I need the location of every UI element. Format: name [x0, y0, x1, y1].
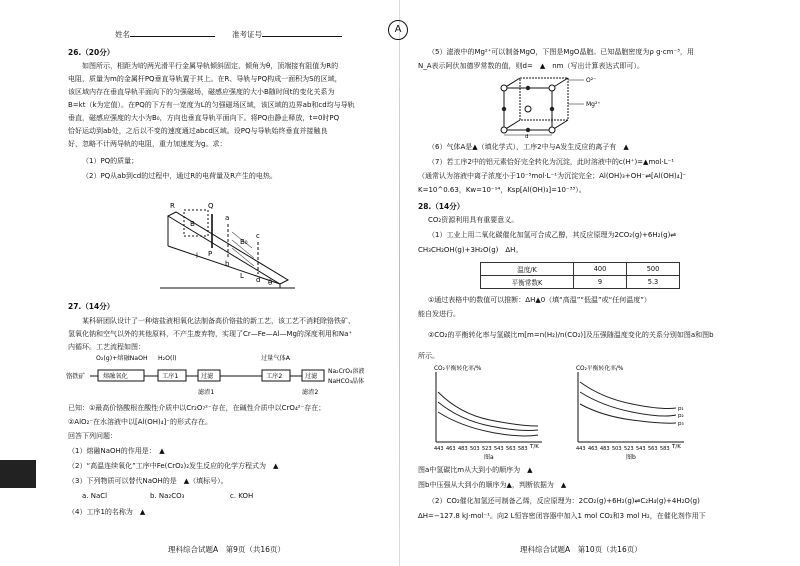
q26-sub: （2）PQ从ab到cd的过程中，通过R的电荷量及R产生的电热。 — [82, 172, 277, 180]
svg-text:443: 443 — [576, 446, 586, 452]
chart-b-ylabel: CO₂平衡转化率/% — [576, 366, 624, 372]
q27-title: 27.（14分） — [68, 302, 115, 311]
q27-q3: （3）下列物质可以替代NaOH的是 — [68, 477, 177, 485]
q28-c: 图a中氢碳比m从大到小的顺序为 ▲ — [418, 466, 533, 474]
chart-a-ylabel: CO₂平衡转化率/% — [434, 366, 482, 372]
chart-b-label-p1: p₁ — [678, 406, 684, 412]
svg-text:503: 503 — [612, 446, 622, 452]
chart-b-xticks — [576, 446, 670, 452]
table-cell: 9 — [574, 276, 627, 289]
answer-blank[interactable]: ▲ — [159, 447, 165, 455]
resistor-region — [184, 210, 208, 236]
flow-out1: Na₂CrO₄溶液 — [328, 368, 365, 375]
svg-text:463: 463 — [446, 446, 456, 452]
flow-step2: 工序1 — [162, 373, 179, 380]
svg-text:483: 483 — [600, 446, 610, 452]
chart-b-xunit: T/K — [672, 444, 681, 450]
rail-top — [168, 212, 288, 284]
flow-residue1: 滤渣1 — [198, 389, 215, 396]
q28-a2: 能自发进行。 — [418, 310, 460, 318]
label-l: l — [196, 252, 198, 260]
answer-blank[interactable]: ▲ — [472, 143, 478, 151]
svg-text:483: 483 — [458, 446, 468, 452]
q27-question — [68, 447, 165, 456]
q27-known: 回答下列问题： — [68, 432, 117, 440]
q5-line: N_A表示阿伏加德罗常数的值，则d= ▲ nm（写出计算表达式即可）。 — [418, 62, 644, 70]
q27-option: c. KOH — [230, 492, 254, 500]
chart-a-curve-m3 — [438, 412, 538, 436]
flow-out2: NaHCO₃晶体 — [328, 378, 364, 385]
label-b0: B₀ — [240, 238, 248, 246]
chart-a-caption: 图a — [484, 454, 494, 461]
chart-a-xunit: T/K — [530, 444, 539, 450]
answer-blank[interactable]: ▲ — [623, 143, 629, 151]
q27-q3-note: （填标号）。 — [189, 477, 228, 485]
q26-line: B=kt（k为定值）。在PQ的下方有一宽度为L的匀强磁场区域，该区域的边界ab和cd均与导轨 — [68, 101, 355, 109]
label-q: Q — [208, 202, 214, 210]
mgo-crystal-figure — [494, 74, 624, 138]
q26-title: 26.（20分） — [68, 48, 115, 57]
flow-water: H₂O(l) — [158, 355, 177, 362]
svg-text:463: 463 — [588, 446, 598, 452]
q27-line: 某科研团队设计了一种熔盐液相氧化法制备高价铬盐的新工艺，该工艺不消耗除铬铁矿、 — [82, 317, 355, 325]
flow-step5: 过滤 — [305, 373, 318, 380]
label-theta: θ — [268, 279, 273, 287]
q27-known: ②AlO₂⁻在水溶液中以[Al(OH)₄]⁻的形式存在。 — [68, 418, 212, 426]
label-r: R — [170, 202, 175, 210]
table-header: 温度/K — [481, 263, 574, 276]
flow-step4: 工序2 — [266, 373, 283, 380]
q27-q2: （2）“高温连续氧化”工序中Fe(CrO₂)₂发生反应的化学方程式为 — [68, 462, 267, 470]
table-cell: 400 — [574, 263, 627, 276]
flow-step1: 熔融氧化 — [103, 373, 128, 380]
chart-b-curve-p2 — [580, 392, 676, 416]
label-b-point: b — [225, 260, 230, 268]
exam-number-label: 准考证号 — [232, 29, 342, 39]
q7-line: （通常认为溶液中离子浓度小于10⁻⁵mol·L⁻¹为沉淀完全；Al(OH)₃+OH⁻⇌[Al(OH)₄]⁻ — [418, 172, 686, 180]
label-c: c — [256, 232, 260, 240]
label-a: a — [225, 214, 230, 222]
q27-q4: （4）工序1的名称为 — [68, 508, 133, 516]
q27-line: 内循环。工艺流程如图： — [68, 343, 145, 351]
right-page-footer: 理科综合试题A 第10页（共16页） — [520, 545, 642, 554]
q27-flowchart — [66, 352, 366, 398]
svg-text:563: 563 — [648, 446, 658, 452]
q26-line: 好，忽略不计两导轨的电阻，重力加速度为g。求： — [68, 140, 227, 148]
chart-a-curve-m2 — [438, 402, 538, 431]
chart-b — [572, 362, 696, 462]
chart-a-curve-m1 — [438, 392, 538, 426]
q27-question — [68, 508, 145, 517]
flow-step3: 过滤 — [201, 373, 214, 380]
q26-figure — [160, 188, 300, 298]
q26-line: 电阻，质量为m的金属杆PQ垂直导轨置于其上。在R、导轨与PQ构成一面积为S的区域， — [68, 75, 342, 83]
table-cell: 500 — [627, 263, 680, 276]
q6-line: （6）气体A是▲（填化学式），工序2中与A发生反应的离子有 ▲ — [428, 143, 629, 151]
q28-b: ②CO₂的平衡转化率与氢碳比m[m=n(H₂)/n(CO₂)]及压强随温度变化的关系分别如图a和图b — [428, 331, 714, 339]
chart-b-caption: 图b — [626, 454, 636, 461]
svg-text:503: 503 — [470, 446, 480, 452]
q26-line: 如图所示，相距为l的两光滑平行金属导轨倾斜固定，倾角为θ，顶端接有阻值为R的 — [82, 62, 339, 70]
svg-text:543: 543 — [636, 446, 646, 452]
svg-text:523: 523 — [482, 446, 492, 452]
flow-gas-a: 过量气体A — [261, 355, 290, 362]
o-ions — [501, 85, 555, 133]
svg-text:523: 523 — [624, 446, 634, 452]
table-cell: 5.3 — [627, 276, 680, 289]
answer-blank[interactable]: ▲ — [539, 62, 546, 70]
answer-blank[interactable]: ▲ — [273, 462, 279, 470]
svg-text:543: 543 — [494, 446, 504, 452]
label-mg: Mg²⁺ — [586, 101, 601, 108]
answer-blank[interactable]: ▲ — [535, 296, 541, 304]
flow-ore: 铬铁矿 — [66, 372, 86, 380]
label-p: P — [208, 250, 213, 258]
q28-d: 图b中压强从大到小的顺序为▲，判断依据为 ▲ — [418, 481, 567, 489]
svg-text:583: 583 — [518, 446, 528, 452]
label-o: O²⁻ — [586, 77, 597, 84]
chart-b-label-p3: p₃ — [678, 421, 684, 427]
q28-title: 28.（14分） — [418, 202, 465, 211]
equilibrium-table — [480, 262, 680, 289]
q27-known: 已知：①最高价铬酸根在酸性介质中以Cr₂O₇²⁻存在，在碱性介质中以CrO₄²⁻存在； — [68, 404, 326, 412]
answer-blank[interactable]: ▲ — [506, 481, 512, 489]
q27-question — [68, 462, 278, 471]
chart-b-curve-p1 — [580, 382, 676, 409]
table-header: 平衡常数K — [481, 276, 574, 289]
left-page-footer: 理科综合试题A 第9页（共16页） — [168, 545, 285, 554]
q27-option: a. NaCl — [82, 492, 108, 500]
fold-line — [399, 0, 400, 566]
q28-intro: CO₂资源利用具有重要意义。 — [428, 216, 519, 224]
chart-b-label-p2: p₂ — [678, 413, 684, 419]
q7-line: （7）若工序2中的铝元素恰好完全转化为沉淀，此时溶液中的c(H⁺)=▲mol·L⁻¹ — [428, 158, 675, 166]
q28-line: CH₃CH₂OH(g)+3H₂O(g) ΔH。 — [418, 246, 523, 254]
q28-line: （1）工业上用二氧化碳催化加氢可合成乙醇，其反应原理为2CO₂(g)+6H₂(g)⇌ — [428, 231, 677, 239]
svg-text:563: 563 — [506, 446, 516, 452]
q26-sub: （1）PQ的质量； — [82, 157, 139, 165]
q26-line: 该区域内存在垂直导轨平面向下的匀强磁场，磁感应强度的大小B随时间t的变化关系为 — [68, 88, 335, 96]
name-label: 姓名 — [115, 29, 215, 39]
answer-blank[interactable]: ▲ — [560, 481, 567, 489]
cell-back — [520, 78, 568, 120]
answer-blank[interactable]: ▲ — [139, 508, 146, 516]
q28-a: ①通过表格中的数值可以推断：ΔH▲0（填“高温”“低温”或“任何温度”） — [428, 296, 651, 304]
svg-text:583: 583 — [660, 446, 670, 452]
dark-tab-marker — [0, 460, 36, 488]
q26-line: 恰好运动到ab处，之后以不变的速度通过abcd区域。设PQ与导轨始终垂直并接触良 — [68, 127, 328, 135]
chart-b-curve-p3 — [580, 404, 676, 423]
q28-2b: ΔH=−127.8 kJ·mol⁻¹。向2 L恒容密闭容器中加入1 mol CO₂和3 mol H₂，在催化剂作用下 — [418, 512, 706, 520]
label-d: d — [256, 276, 261, 284]
answer-blank[interactable]: ▲ — [183, 477, 190, 485]
q27-q1: （1）熔融NaOH的作用是： — [68, 447, 153, 455]
q26-line: 垂直，磁感应强度的大小为B₀，方向也垂直导轨平面向下。将PQ由静止释放，t=0时PQ — [68, 114, 340, 122]
flow-residue2: 滤渣2 — [302, 389, 319, 396]
svg-text:443: 443 — [434, 446, 444, 452]
answer-blank[interactable]: ▲ — [643, 158, 649, 166]
paper-version-mark: A — [388, 20, 408, 40]
svg-text:d: d — [525, 134, 529, 138]
chart-a-xticks — [434, 446, 528, 452]
q27-line: 氢氧化钠和空气以外的其他原料，不产生废弃物，实现了Cr—Fe—Al—Mg的深度利用和Na⁺ — [68, 330, 353, 338]
q27-question — [68, 477, 228, 486]
q27-option: b. Na₂CO₃ — [150, 492, 185, 500]
label-b: B — [190, 220, 195, 228]
label-l-big: L — [240, 272, 244, 280]
q28-b2: 所示。 — [418, 352, 439, 360]
q5-line: （5）滤液中的Mg²⁺可以制备MgO，下图是MgO晶胞。已知晶胞密度为ρ g·cm⁻³，用 — [428, 48, 694, 56]
answer-blank[interactable]: ▲ — [527, 466, 533, 474]
flow-input-top: O₂(g)+熔融NaOH — [96, 355, 148, 362]
q28-2: （2）CO₂催化加氢还可制备乙烯，反应原理为：2CO₂(g)+6H₂(g)⇌C₂H₄(g)+4H₂O(g) — [428, 497, 700, 505]
chart-a — [430, 362, 550, 462]
q7-line: K=10^0.63，Kw=10⁻¹⁴，Ksp[Al(OH)₃]=10⁻³³）。 — [418, 186, 586, 194]
